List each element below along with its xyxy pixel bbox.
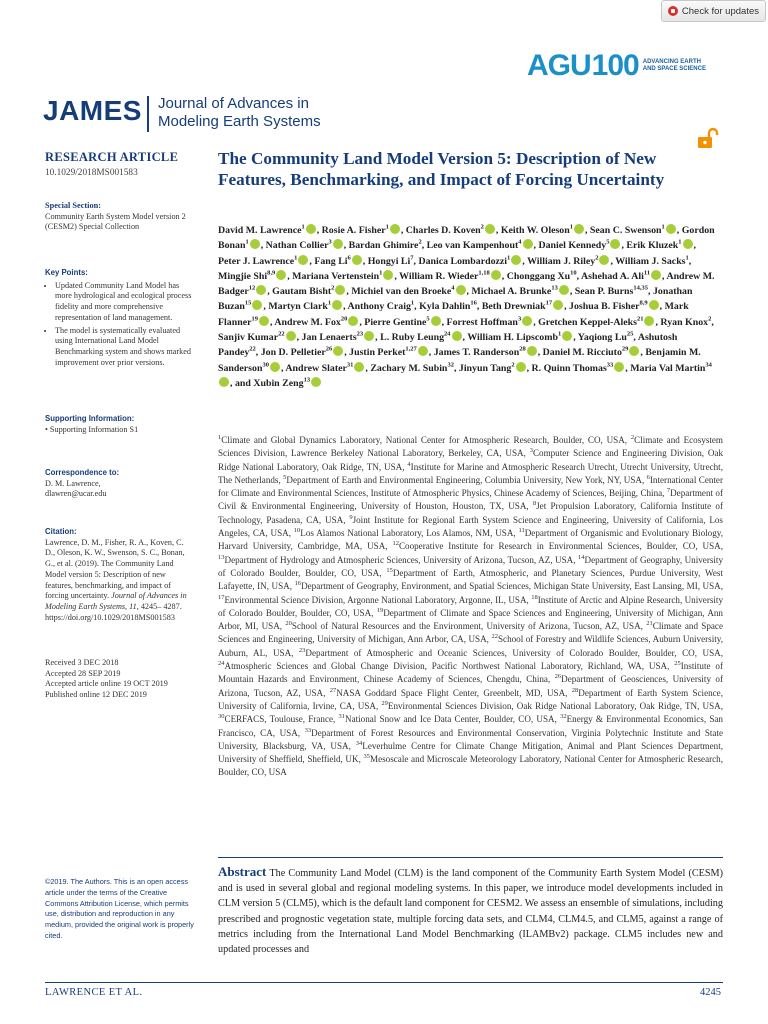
author: Benjamin M. Sanderson bbox=[218, 347, 701, 374]
running-head: LAWRENCE ET AL. bbox=[45, 987, 143, 998]
author: Xubin Zeng bbox=[253, 377, 304, 389]
affiliation: School of Natural Resources and the Environment, University of Arizona, Tucson, AZ, USA, bbox=[291, 621, 643, 632]
affiliation: Atmospheric Sciences and Global Change Division, Pacific Northwest National Laboratory, Richland, WA, USA, bbox=[224, 661, 670, 672]
author-affiliation-ref: 1 bbox=[685, 254, 689, 262]
affiliation-number: 5 bbox=[283, 473, 287, 481]
agu-logo-word: AGU bbox=[527, 49, 591, 82]
orcid-icon[interactable] bbox=[333, 346, 343, 356]
special-section-text[interactable]: Community Earth System Model version 2 (CESM2) Special Collection bbox=[45, 211, 186, 232]
author-affiliation-ref: 1,18 bbox=[478, 269, 490, 277]
abstract bbox=[218, 864, 723, 957]
author: Hongyi Li bbox=[367, 255, 411, 267]
affiliation: Department of Earth and Environmental Engineering, Columbia University, New York, NY, USA, bbox=[286, 474, 645, 485]
affiliation-number: 17 bbox=[218, 593, 225, 601]
author: Mark Flanner bbox=[218, 301, 689, 328]
affiliation-number: 34 bbox=[355, 739, 363, 747]
author: James T. Randerson bbox=[433, 347, 520, 359]
author-affiliation-ref: 12 bbox=[248, 284, 256, 292]
affiliation: Department of Geography, Environment, and Spatial Sciences, Michigan State University, East Lansing, MI, USA, bbox=[301, 581, 724, 592]
author: William H. Lipscomb bbox=[467, 332, 558, 344]
orcid-icon[interactable] bbox=[335, 285, 345, 295]
affiliation-number: 18 bbox=[531, 593, 538, 601]
orcid-icon[interactable] bbox=[599, 255, 609, 265]
affiliation: Institute of Mountain Hazards and Environment, Chinese Academy of Sciences, Chengdu, China, bbox=[218, 661, 723, 685]
author-affiliation-ref: 1 bbox=[294, 254, 298, 262]
affiliation: Environmental Sciences Division, Oak Ridge National Laboratory, Oak Ridge, TN, USA, bbox=[387, 700, 723, 711]
affiliation-number: 20 bbox=[285, 620, 292, 628]
date-accepted: Accepted 28 SEP 2019 bbox=[45, 668, 121, 678]
affiliation: NASA Goddard Space Flight Center, Greenbelt, MD, USA, bbox=[336, 687, 568, 698]
affiliation-number: 31 bbox=[338, 713, 346, 721]
author-affiliation-ref: 2 bbox=[418, 239, 422, 246]
orcid-icon[interactable] bbox=[298, 255, 308, 265]
author: Andrew Slater bbox=[285, 362, 347, 374]
author: Charles D. Koven bbox=[405, 225, 481, 236]
author: William J. Sacks bbox=[615, 255, 686, 267]
article-title: The Community Land Model Version 5: Description of New Features, Benchmarking, and Impact of Forcing Uncertainty bbox=[218, 149, 665, 189]
author: Keith W. Oleson bbox=[500, 225, 570, 236]
agu-logo-number: 100 bbox=[591, 49, 639, 82]
affiliation-number: 25 bbox=[674, 660, 681, 668]
affiliation-number: 28 bbox=[571, 686, 579, 694]
orcid-icon[interactable] bbox=[276, 270, 286, 280]
orcid-icon[interactable] bbox=[332, 300, 342, 310]
orcid-icon[interactable] bbox=[644, 316, 654, 326]
author: Andrew M. Fox bbox=[274, 316, 341, 328]
affiliation-number: 26 bbox=[554, 673, 562, 681]
supporting-heading: Supporting Information: bbox=[45, 414, 135, 423]
affiliation-number: 10 bbox=[293, 527, 301, 535]
author: William R. Wieder bbox=[399, 270, 479, 282]
orcid-icon[interactable] bbox=[629, 346, 639, 356]
author: David M. Lawrence bbox=[218, 225, 302, 236]
journal-name-line2: Modeling Earth Systems bbox=[158, 113, 321, 130]
orcid-icon[interactable] bbox=[491, 270, 501, 280]
author-affiliation-ref: 34 bbox=[705, 361, 712, 369]
affiliation-number: 21 bbox=[646, 620, 653, 628]
affiliation: Institute for Marine and Atmospheric Research Utrecht, Utrecht University, Utrecht, The Netherlands, bbox=[218, 461, 723, 485]
key-point-item: • Updated Community Land Model has more hydrological and ecological process fidelity and more comprehensive representation of land management. bbox=[55, 281, 195, 324]
date-online: Accepted article online 19 OCT 2019 bbox=[45, 679, 168, 689]
affiliation: Computer Science and Engineering Division, Oak Ridge National Laboratory, Oak Ridge, TN, USA, bbox=[218, 448, 723, 472]
author-affiliation-ref: 6 bbox=[347, 254, 351, 262]
orcid-icon[interactable] bbox=[574, 224, 584, 234]
affiliation: Department of Earth System Science, University of California, Irvine, CA, USA, bbox=[218, 687, 723, 711]
journal-name bbox=[158, 95, 321, 131]
author-affiliation-ref: 25 bbox=[626, 330, 634, 338]
orcid-icon[interactable] bbox=[511, 255, 521, 265]
date-published: Published online 12 DEC 2019 bbox=[45, 690, 147, 700]
orcid-icon[interactable] bbox=[250, 239, 260, 249]
author-affiliation-ref: 22 bbox=[278, 330, 285, 338]
affiliation: School of Forestry and Wildlife Sciences, Auburn University, Auburn, AL, USA, bbox=[218, 634, 723, 658]
author-affiliation-ref: 30 bbox=[262, 361, 269, 369]
author-affiliation-ref: 1,27 bbox=[405, 346, 417, 354]
author: Mariana Vertenstein bbox=[292, 270, 380, 282]
affiliation-number: 24 bbox=[218, 660, 225, 668]
check-for-updates-button[interactable] bbox=[661, 0, 766, 22]
author-affiliation-ref: 2 bbox=[331, 284, 335, 292]
affiliation: Energy & Environmental Economics, San Francisco, CA, USA, bbox=[218, 714, 723, 738]
affiliation: International Center for Climate and Environmental Sciences, Institute of Atmospheric Physics, Chinese Academy of Sciences, Beijing, China, bbox=[218, 474, 723, 499]
journal-divider bbox=[147, 96, 149, 132]
affiliation-number: 11 bbox=[518, 527, 525, 535]
author: Bardan Ghimire bbox=[348, 240, 419, 252]
orcid-icon[interactable] bbox=[485, 224, 495, 234]
special-section bbox=[45, 201, 195, 233]
author-affiliation-ref: 5 bbox=[606, 239, 610, 246]
orcid-icon[interactable] bbox=[553, 300, 563, 310]
open-access-lock-icon[interactable] bbox=[697, 127, 719, 149]
orcid-icon[interactable] bbox=[352, 255, 362, 265]
journal-acronym: JAMES bbox=[43, 95, 142, 126]
orcid-icon[interactable] bbox=[523, 239, 533, 249]
orcid-icon[interactable] bbox=[348, 316, 358, 326]
affiliation-number: 32 bbox=[560, 713, 567, 721]
author-affiliation-ref: 20 bbox=[340, 315, 348, 323]
affiliation-number: 12 bbox=[392, 540, 399, 548]
author: Gretchen Keppel-Aleks bbox=[538, 316, 637, 328]
abstract-text: The Community Land Model (CLM) is the land component of the Community Earth System Model (CESM) and is used in several global and regional modeling systems. In this paper, we introduce model developments included in CLM version 5 (CLM5), which is the default land component for CESM2. We assess an ensemble of simulations, including prescribed and prognostic vegetation state, multiple forcing data sets, and CLM4, CLM4.5, and CLM5, against a range of metrics including from the International Land Model Benchmarking (ILAMBv2) package. CLM5 includes new and updated processes and bbox=[218, 868, 723, 956]
affiliation: Department of Earth, Atmospheric, and Planetary Sciences, Purdue University, West Lafayette, IN, USA, bbox=[218, 567, 723, 592]
affiliation-number: 7 bbox=[666, 487, 671, 495]
author: R. Quinn Thomas bbox=[531, 362, 607, 374]
affiliation: Department of Climate and Space Sciences and Engineering, University of Michigan, Ann Arbor, MI, USA, bbox=[218, 607, 723, 632]
orcid-icon[interactable] bbox=[219, 377, 229, 387]
author-affiliation-ref: 1 bbox=[385, 223, 389, 231]
author-affiliation-ref: 1 bbox=[301, 223, 305, 231]
affiliation: Department of Atmospheric and Oceanic Sciences, University of Colorado Boulder, Boulder, CO, USA, bbox=[305, 647, 723, 658]
author: Gautam Bisht bbox=[272, 286, 332, 298]
affiliation-number: 35 bbox=[363, 753, 370, 761]
affiliation-number: 15 bbox=[386, 566, 393, 574]
author: Danica Lombardozzi bbox=[418, 255, 508, 267]
check-for-updates-label: Check for updates bbox=[681, 5, 759, 17]
citation-heading: Citation: bbox=[45, 527, 77, 536]
affiliation-number: 29 bbox=[381, 699, 388, 707]
author: Mingjie Shi bbox=[218, 270, 268, 282]
affiliations bbox=[218, 434, 723, 780]
author: Beth Drewniak bbox=[481, 301, 546, 313]
affiliation: Climate and Space Sciences and Engineering, University of Michigan, Ann Arbor, CA, USA, bbox=[218, 621, 724, 645]
author-affiliation-ref: 2 bbox=[595, 254, 599, 262]
author: Chonggang Xu bbox=[506, 270, 571, 282]
author: Rosie A. Fisher bbox=[321, 225, 386, 236]
author-affiliation-ref: 11 bbox=[643, 269, 651, 277]
author-affiliation-ref: 19 bbox=[251, 315, 258, 323]
author-affiliation-ref: 16 bbox=[470, 300, 477, 308]
author: Sean C. Swenson bbox=[589, 225, 662, 236]
author: Ashehad A. Ali bbox=[581, 270, 644, 282]
abstract-rule bbox=[218, 857, 723, 858]
author-affiliation-ref: 3 bbox=[328, 239, 332, 246]
orcid-icon[interactable] bbox=[311, 377, 321, 387]
correspondence bbox=[45, 468, 195, 500]
affiliation-number: 13 bbox=[218, 553, 225, 561]
orcid-icon[interactable] bbox=[559, 285, 569, 295]
author-affiliation-ref: 1 bbox=[410, 300, 415, 308]
author: Gordon Bonan bbox=[218, 225, 715, 252]
affiliation-number: 3 bbox=[529, 447, 533, 455]
key-points bbox=[45, 268, 195, 370]
author-affiliation-ref: 1 bbox=[569, 223, 573, 231]
author: Daniel Kennedy bbox=[538, 240, 607, 252]
affiliation: National Snow and Ice Data Center, Boulder, CO, USA, bbox=[345, 714, 557, 725]
author-affiliation-ref: 26 bbox=[325, 346, 333, 354]
author: William J. Riley bbox=[527, 255, 596, 267]
author-affiliation-ref: 32 bbox=[447, 361, 454, 369]
author: Maria Val Martin bbox=[630, 362, 706, 374]
author-affiliation-ref: 17 bbox=[545, 300, 553, 308]
author-affiliation-ref: 33 bbox=[606, 361, 614, 369]
affiliation-number: 27 bbox=[329, 686, 337, 694]
affiliation-number: 19 bbox=[376, 606, 384, 614]
author: Michiel van den Broeke bbox=[351, 286, 452, 298]
author: Sean P. Burns bbox=[574, 286, 634, 298]
orcid-icon[interactable] bbox=[354, 362, 364, 372]
orcid-icon[interactable] bbox=[614, 362, 624, 372]
affiliation-number: 23 bbox=[298, 646, 306, 654]
author-list: David M. Lawrence$^1$ , Rosie A. Fisher$^1$ , Charles D. Koven$^2$ , Keith W. Oleson$^1$ , Sean C. Swenson$^1$ , Gordon Bonan$^1$ , Nathan Collier$^3$ , Bardan Ghimire$^2$, Leo van Kampenhout$^4$ , Daniel Kennedy$^5$ , Erik Kluzek$^1$ , Peter J. Lawrence$^1$ , Fang Li$^6$ , Hongyi Li$^7$, Danica Lombardozzi$^1$ , William J. Riley$^2$ , William J. Sacks$^1$, Mingjie Shi$^{8,9}$ , Mariana Vertenstein$^1$ , William R. Wieder$^{1,18}$ , Chonggang Xu$^{10}$, Ashehad A. Ali$^{11}$ , Andrew M. Badger$^{12}$ , Gautam Bisht$^2$ , Michiel van den Broeke$^4$ , Michael A. Brunke$^{13}$ , Sean P. Burns$^{14,35}$, Jonathan Buzan$^{15}$ , Martyn Clark$^1$ , Anthony Craig$^1$, Kyla Dahlin$^{16}$, Beth Drewniak$^{17}$ , Joshua B. Fisher$^{8,9}$ , Mark Flanner$^{19}$ , Andrew M. Fox$^{20}$ , Pierre Gentine$^5$ , Forrest Hoffman$^3$ , Gretchen Keppel-Aleks$^{21}$ , Ryan Knox$^2$, Sanjiv Kumar$^{22}$ , Jan Lenaerts$^{23}$ , L. Ruby Leung$^{24}$ , William H. Lipscomb$^1$ , Yaqiong Lu$^{25}$, Ashutosh Pandey$^{22}$, Jon D. Pelletier$^{26}$ , Justin Perket$^{1,27}$ , James T. Randerson$^{28}$ , Daniel M. Ricciuto$^{29}$ , Benjamin M. Sanderson$^{30}$ , Andrew Slater$^{31}$ , Zachary M. Subin$^{32}$, Jinyun Tang$^2$ , R. Quinn Thomas$^{33}$ , Maria Val Martin$^{34}$, and Xubin Zeng$^{13}$ bbox=[218, 223, 715, 389]
journal-name-line1: Journal of Advances in bbox=[158, 95, 309, 112]
author-affiliation-ref: 29 bbox=[621, 346, 629, 354]
affiliation-number: 2 bbox=[630, 433, 635, 441]
footer-rule bbox=[45, 982, 723, 983]
author-affiliation-ref: 15 bbox=[244, 300, 252, 308]
affiliation: Department of Geosciences, University of Arizona, Tucson, AZ, USA, bbox=[218, 674, 724, 698]
affiliation: Jet Propulsion Laboratory, California Institute of Technology, Pasadena, CA, USA, bbox=[218, 501, 723, 525]
author: Justin Perket bbox=[349, 347, 406, 359]
author-affiliation-ref: 2 bbox=[511, 361, 515, 369]
affiliation: Institute of Arctic and Alpine Research, University of Colorado Boulder, Boulder, CO, USA, bbox=[218, 594, 723, 618]
author: Fang Li bbox=[314, 255, 348, 267]
affiliation-number: 6 bbox=[646, 473, 650, 481]
orcid-icon[interactable] bbox=[651, 270, 661, 280]
orcid-icon[interactable] bbox=[683, 239, 693, 249]
author: Leo van Kampenhout bbox=[426, 240, 519, 252]
author-affiliation-ref: 1 bbox=[379, 269, 383, 277]
author-affiliation-ref: 4 bbox=[451, 284, 455, 292]
author-affiliation-ref: 1 bbox=[678, 239, 682, 246]
author: Anthony Craig bbox=[347, 301, 411, 313]
author-affiliation-ref: 2 bbox=[480, 223, 484, 231]
author: Erik Kluzek bbox=[626, 240, 679, 252]
author-affiliation-ref: 1 bbox=[557, 330, 562, 338]
author: Martyn Clark bbox=[268, 301, 328, 313]
author-affiliation-ref: 31 bbox=[346, 361, 354, 369]
orcid-icon[interactable] bbox=[383, 270, 393, 280]
orcid-icon[interactable] bbox=[306, 224, 316, 234]
author-affiliation-ref: 28 bbox=[519, 346, 526, 354]
dates bbox=[45, 658, 195, 701]
author: Andrew M. Badger bbox=[218, 270, 715, 298]
affiliation: Leverhulme Centre for Climate Change Mitigation, Animal and Plant Sciences Department, University of Sheffield, Sheffield, UK, bbox=[218, 740, 724, 765]
affiliation-number: 30 bbox=[218, 713, 225, 721]
affiliation: Joint Institute for Regional Earth System Science and Engineering, University of California, Los Angeles, CA, USA, bbox=[218, 514, 723, 539]
affiliation: Department of Organismic and Evolutionary Biology, Harvard University, Cambridge, MA, USA, bbox=[218, 528, 723, 552]
page-number: 4245 bbox=[700, 987, 721, 998]
author-affiliation-ref: 13 bbox=[303, 376, 311, 384]
orcid-icon[interactable] bbox=[562, 331, 572, 341]
affiliation-number: 33 bbox=[304, 726, 312, 734]
author: Forrest Hoffman bbox=[446, 316, 518, 328]
orcid-icon[interactable] bbox=[286, 331, 296, 341]
author: Sanjiv Kumar bbox=[218, 332, 279, 344]
orcid-icon[interactable] bbox=[516, 362, 526, 372]
author-affiliation-ref: 23 bbox=[356, 330, 364, 338]
affiliation-number: 4 bbox=[407, 460, 411, 468]
author: Jonathan Buzan bbox=[218, 286, 693, 313]
author: Kyla Dahlin bbox=[419, 301, 471, 313]
author: Zachary M. Subin bbox=[370, 362, 448, 374]
correspondence-email[interactable]: dlawren@ucar.edu bbox=[45, 489, 107, 499]
agu-tagline: ADVANCING EARTH AND SPACE SCIENCE bbox=[642, 59, 706, 72]
affiliation-number: 22 bbox=[491, 633, 498, 641]
affiliation-number: 1 bbox=[218, 433, 222, 441]
affiliation: Department of Civil & Environmental Engineering, University of Houston, Houston, TX, USA, bbox=[218, 488, 724, 512]
author: Jinyun Tang bbox=[458, 362, 512, 374]
author-affiliation-ref: 1 bbox=[661, 223, 665, 231]
orcid-icon[interactable] bbox=[649, 300, 659, 310]
author: Peter J. Lawrence bbox=[218, 255, 295, 267]
author-affiliation-ref: 7 bbox=[410, 254, 414, 262]
author: Pierre Gentine bbox=[364, 316, 427, 328]
author: Ashutosh Pandey bbox=[218, 332, 678, 359]
author-affiliation-ref: 10 bbox=[570, 269, 577, 277]
article-type: RESEARCH ARTICLE bbox=[45, 150, 179, 164]
copyright-notice: ©2019. The Authors. This is an open access article under the terms of the Creative Commons Attribution License, which permits use, distribution and reproduction in any medium, provided the original work is properly cited. bbox=[45, 877, 194, 940]
key-point-item: • The model is systematically evaluated using International Land Model Benchmarking system and shows marked improvement over prior versions. bbox=[55, 326, 195, 369]
author-affiliation-ref: 3 bbox=[517, 315, 522, 323]
author-affiliation-ref: 5 bbox=[426, 315, 430, 323]
affiliation: Environmental Science Division, Argonne National Laboratory, Argonne, IL, USA, bbox=[224, 594, 529, 605]
crossmark-icon bbox=[668, 6, 678, 16]
orcid-icon[interactable] bbox=[527, 346, 537, 356]
orcid-icon[interactable] bbox=[252, 300, 262, 310]
affiliation: Department of Hydrology and Atmospheric Sciences, University of Arizona, Tucson, AZ, USA, bbox=[224, 554, 576, 565]
orcid-icon[interactable] bbox=[270, 362, 280, 372]
author-affiliation-ref: 21 bbox=[636, 315, 644, 323]
author: Joshua B. Fisher bbox=[569, 301, 640, 313]
affiliation-number: 9 bbox=[349, 513, 353, 521]
orcid-icon[interactable] bbox=[610, 239, 620, 249]
orcid-icon[interactable] bbox=[333, 239, 343, 249]
orcid-icon[interactable] bbox=[390, 224, 400, 234]
citation-text: Lawrence, D. M., Fisher, R. A., Koven, C. D., Oleson, K. W., Swenson, S. C., Bonan, G., et al. (2019). The Community Land Model version 5: Description of new features, benchmarking, and impact of forcing uncertainty. Journal of Advances in Modeling Earth Systems, 11, 4245– 4287. https://doi.org/10.1029/2018MS001583 bbox=[45, 537, 187, 622]
key-points-heading: Key Points: bbox=[45, 268, 88, 277]
author-affiliation-ref: 1 bbox=[327, 300, 332, 308]
author: Michael A. Brunke bbox=[471, 286, 552, 298]
supporting-information bbox=[45, 414, 195, 435]
author-affiliation-ref: 8,9 bbox=[639, 300, 648, 308]
correspondence-heading: Correspondence to: bbox=[45, 468, 120, 477]
author-affiliation-ref: 24 bbox=[444, 330, 451, 338]
author-affiliation-ref: 1 bbox=[245, 239, 249, 246]
affiliation-number: 14 bbox=[578, 553, 585, 561]
author-affiliation-ref: 8,9 bbox=[267, 269, 276, 277]
citation bbox=[45, 527, 195, 623]
author: Yaqiong Lu bbox=[577, 332, 627, 344]
orcid-icon[interactable] bbox=[522, 316, 532, 326]
affiliation: Los Alamos National Laboratory, Los Alamos, NM, USA, bbox=[300, 528, 516, 539]
affiliation: Mesoscale and Microscale Meteorology Laboratory, National Center for Atmospheric Research, Boulder, CO, USA bbox=[218, 754, 723, 778]
agu-logo bbox=[527, 49, 707, 83]
author: Nathan Collier bbox=[265, 240, 329, 252]
author-affiliation-ref: 22 bbox=[249, 346, 256, 354]
author-affiliation-ref: 14,35 bbox=[633, 284, 649, 292]
affiliation: Cooperative Institute for Research in Environmental Sciences, Boulder, CO, USA, bbox=[398, 541, 724, 552]
orcid-icon[interactable] bbox=[364, 331, 374, 341]
orcid-icon[interactable] bbox=[256, 285, 266, 295]
special-section-heading: Special Section: bbox=[45, 201, 101, 210]
affiliation: Department of Geography, University of Colorado Boulder, Boulder, CO, USA, bbox=[218, 554, 724, 578]
author: Jan Lenaerts bbox=[301, 332, 357, 344]
orcid-icon[interactable] bbox=[431, 316, 441, 326]
affiliation-number: 8 bbox=[532, 500, 537, 508]
article-doi[interactable]: 10.1029/2018MS001583 bbox=[45, 168, 138, 178]
date-received: Received 3 DEC 2018 bbox=[45, 658, 119, 667]
orcid-icon[interactable] bbox=[418, 346, 428, 356]
orcid-icon[interactable] bbox=[666, 224, 676, 234]
author-affiliation-ref: 4 bbox=[518, 239, 522, 246]
affiliation: Department of Forest Resources and Environmental Conservation, Virginia Polytechnic Institute and State University, Blacksburg, VA, USA, bbox=[218, 727, 724, 751]
correspondence-name: D. M. Lawrence, bbox=[45, 478, 101, 488]
affiliation-number: 16 bbox=[294, 580, 302, 588]
orcid-icon[interactable] bbox=[452, 331, 462, 341]
affiliation: CERFACS, Toulouse, France, bbox=[224, 714, 336, 725]
author-affiliation-ref: 2 bbox=[708, 315, 712, 323]
author-affiliation-ref: 1 bbox=[507, 254, 511, 262]
key-points-list bbox=[45, 281, 195, 369]
author: Daniel M. Ricciuto bbox=[542, 347, 622, 359]
orcid-icon[interactable] bbox=[456, 285, 466, 295]
author: Ryan Knox bbox=[660, 316, 709, 328]
author: L. Ruby Leung bbox=[380, 332, 445, 344]
affiliation: Climate and Global Dynamics Laboratory, National Center for Atmospheric Research, Boulder, CO, USA, bbox=[221, 435, 628, 445]
orcid-icon[interactable] bbox=[259, 316, 269, 326]
author-affiliation-ref: 13 bbox=[551, 284, 558, 292]
abstract-heading: Abstract bbox=[218, 864, 267, 879]
author: Jon D. Pelletier bbox=[260, 347, 326, 359]
supporting-item[interactable]: • Supporting Information S1 bbox=[45, 424, 139, 434]
affiliation: Climate and Ecosystem Sciences Division, Lawrence Berkeley National Laboratory, Berkeley, CA, USA, bbox=[218, 435, 723, 459]
